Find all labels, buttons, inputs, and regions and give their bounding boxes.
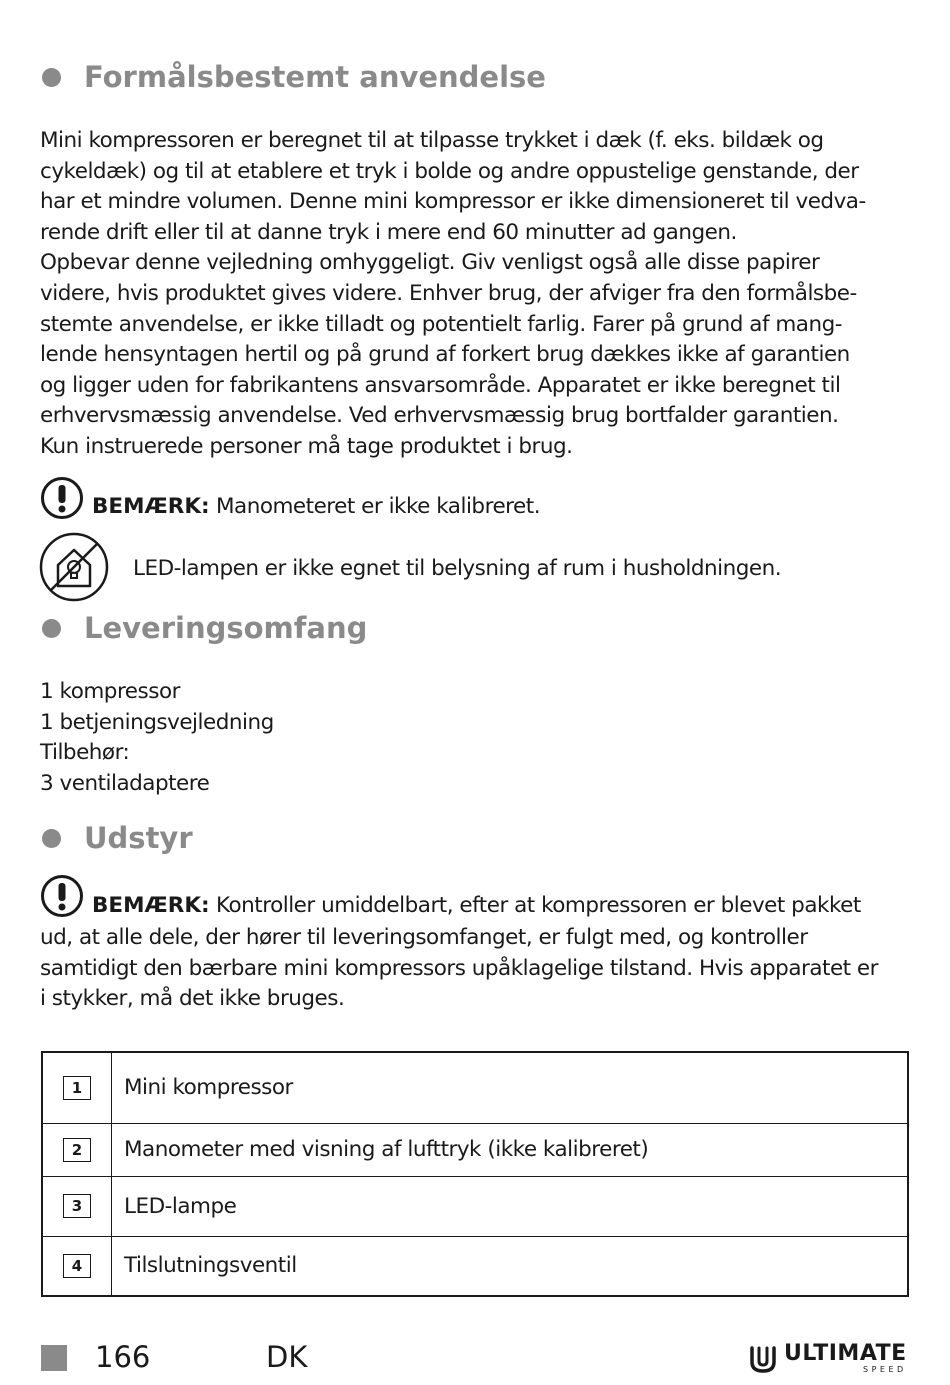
led-lamp-notice: LED-lampen er ikke egnet til belysning af rum i husholdningen. [133, 556, 782, 581]
brand-logo [748, 1343, 907, 1374]
heading-text: Udstyr [84, 821, 193, 855]
text-line: lende hensyntagen hertil og på grund af forkert brug dækkes ikke af garantien [40, 342, 850, 368]
text-line: stemte anvendelse, er ikke tilladt og potentielt farlig. Farer på grund af mang- [40, 311, 843, 337]
heading-equipment [42, 821, 193, 855]
list-item: 3 ventiladaptere [40, 770, 210, 796]
delivery-list [40, 677, 910, 799]
exclamation-circle-icon [40, 476, 84, 520]
heading-intended-use [42, 60, 546, 94]
intended-use-paragraph [40, 126, 910, 463]
text-line: erhvervsmæssig anvendelse. Ved erhvervsmæssig brug bortfalder garantien. [40, 403, 839, 429]
part-label: Tilslutningsventil [124, 1253, 297, 1279]
list-item: Tilbehør: [40, 740, 130, 766]
calibration-note [92, 494, 540, 519]
heading-text: Formålsbestemt anvendelse [84, 60, 546, 94]
text-line: videre, hvis produktet gives videre. Enhver brug, der afviger fra den formålsbe- [40, 280, 857, 306]
text-line: Mini kompressoren er beregnet til at tilpasse trykket i dæk (f. eks. bildæk og [40, 128, 824, 153]
part-label: Mini kompressor [112, 1053, 908, 1123]
note-label: BEMÆRK: [92, 494, 210, 519]
footer-marker [41, 1345, 67, 1371]
part-number: 2 [63, 1138, 91, 1162]
part-number-cell [43, 1176, 112, 1236]
logo-subtext: SPEED [863, 1365, 907, 1374]
table-row [43, 1236, 907, 1295]
language-code: DK [266, 1340, 308, 1374]
part-number-cell [43, 1123, 112, 1176]
part-label: LED-lampe [112, 1176, 908, 1236]
table-row [43, 1123, 907, 1176]
heading-bullet [42, 68, 61, 87]
ultimate-speed-logo-icon [748, 1344, 778, 1374]
note-text: Manometeret er ikke kalibreret. [215, 494, 541, 519]
part-label: Manometer med visning af lufttryk (ikke kalibreret) [112, 1123, 908, 1176]
logo-wordmark: ULTIMATE [784, 1341, 907, 1366]
note-label: BEMÆRK: [92, 893, 210, 918]
heading-bullet [42, 829, 61, 848]
heading-scope-of-delivery [42, 611, 367, 645]
text-line: har et mindre volumen. Denne mini kompressor er ikke dimensioneret til vedva- [40, 189, 866, 215]
text-line: i stykker, må det ikke bruges. [40, 986, 345, 1012]
text-line: Opbevar denne vejledning omhyggeligt. Giv venligst også alle disse papirer [40, 250, 820, 276]
parts-table [41, 1051, 909, 1297]
text-line: Kun instruerede personer må tage produktet i brug. [40, 433, 573, 459]
text-line: og ligger uden for fabrikantens ansvarsområde. Apparatet er ikke beregnet til [40, 372, 841, 398]
table-row [43, 1053, 907, 1123]
text-line: cykeldæk) og til at etablere et tryk i bolde og andre oppustelige genstande, der [40, 158, 859, 184]
part-number-cell [43, 1053, 112, 1123]
heading-text: Leveringsomfang [84, 611, 368, 645]
text-line: samtidigt den bærbare mini kompressors upåklagelige tilstand. Hvis apparatet er [40, 955, 879, 981]
exclamation-circle-icon [40, 874, 84, 918]
inspection-note-first-line [92, 893, 861, 918]
part-number-cell [43, 1236, 112, 1295]
text-line: ud, at alle dele, der hører til leveringsomfanget, er fulgt med, og kontroller [40, 925, 808, 950]
heading-bullet [42, 619, 61, 638]
part-number: 1 [63, 1076, 91, 1100]
note-text: Kontroller umiddelbart, efter at kompressoren er blevet pakket [215, 893, 861, 918]
page-number: 166 [95, 1340, 151, 1374]
part-number: 4 [63, 1254, 91, 1278]
list-item: 1 kompressor [40, 679, 180, 704]
no-household-lighting-icon [38, 531, 110, 603]
table-row [43, 1176, 907, 1236]
list-item: 1 betjeningsvejledning [40, 709, 274, 735]
part-number: 3 [63, 1194, 91, 1218]
text-line: rende drift eller til at danne tryk i mere end 60 minutter ad gangen. [40, 219, 737, 245]
inspection-note-continued [40, 923, 910, 1015]
